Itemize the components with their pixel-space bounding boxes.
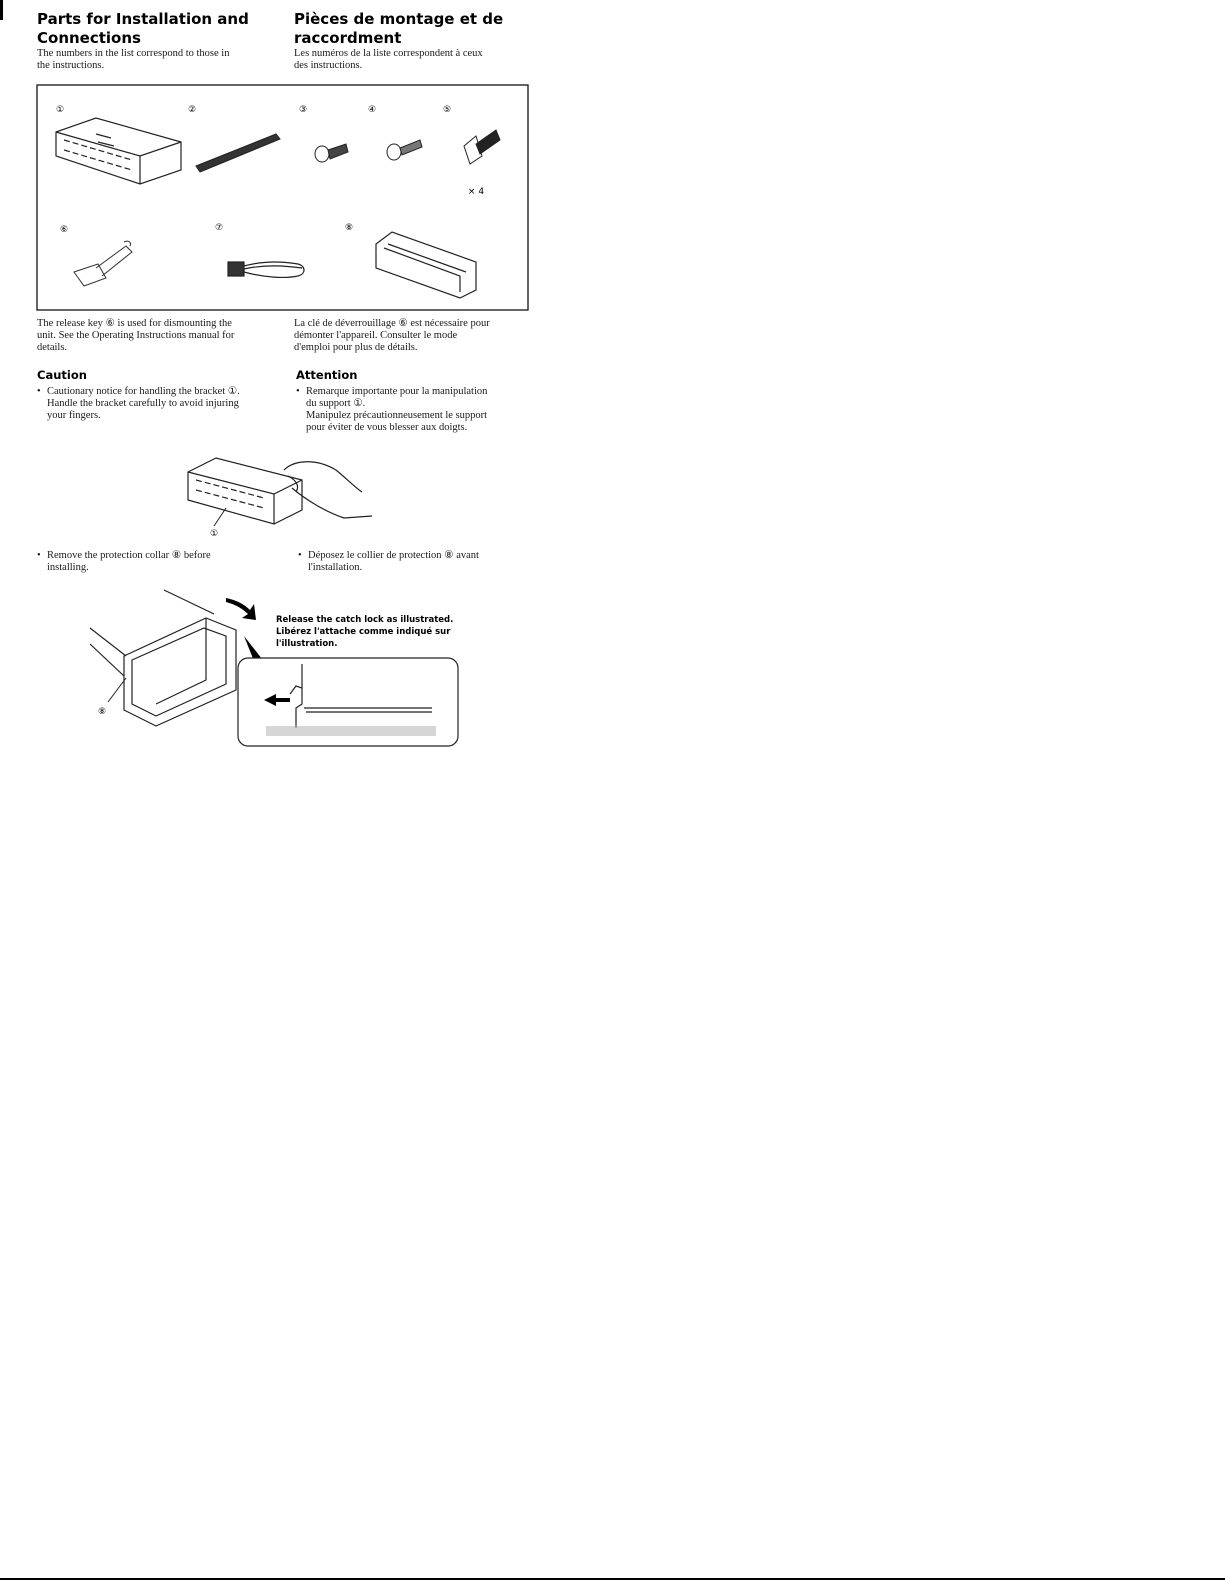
text-line: pour éviter de vous blesser aux doigts.	[306, 422, 468, 433]
catch-lock-callout	[276, 614, 453, 650]
text-line: l'illustration.	[276, 639, 338, 649]
bullet-dot: •	[37, 386, 41, 397]
text-line: Manipulez précautionneusement le support	[306, 410, 488, 421]
part-label-5: ⑤	[442, 105, 452, 115]
caution-heading: Caution	[37, 368, 87, 382]
text-line: installing.	[47, 562, 89, 573]
release-key-icon	[74, 241, 132, 286]
left-edge-mark	[0, 0, 3, 20]
title-line: Pièces de montage et de	[294, 10, 504, 28]
release-key-note-french	[294, 318, 534, 354]
title-line: raccordment	[294, 29, 402, 47]
remove-collar-english	[37, 550, 277, 574]
part-label-4: ④	[367, 105, 377, 115]
title-line: Parts for Installation and	[37, 10, 249, 28]
part-label-7: ⑦	[214, 223, 224, 233]
bullet-dot: •	[296, 386, 300, 397]
part-label-2: ②	[187, 105, 197, 115]
text-line: La clé de déverrouillage ⑥ est nécessaire pour	[294, 318, 490, 329]
screw-icon	[315, 144, 348, 162]
quantity-note: × 4	[467, 187, 485, 197]
bracket-icon	[56, 118, 181, 184]
attention-bullet	[296, 386, 536, 434]
parts-illustration-box	[36, 84, 530, 312]
protection-collar-icon	[376, 232, 476, 298]
title-line: Connections	[37, 29, 141, 47]
bullet-dot: •	[37, 550, 41, 561]
bullet-dot: •	[298, 550, 302, 561]
part-label-6: ⑥	[59, 225, 69, 235]
text-line: Déposez le collier de protection ⑧ avant	[308, 550, 479, 561]
remove-collar-french	[298, 550, 538, 574]
text-line: The release key ⑥ is used for dismounting the	[37, 318, 232, 329]
part-label-8: ⑧	[344, 223, 354, 233]
screw-icon	[464, 130, 500, 164]
wire-harness-icon	[228, 262, 304, 277]
collar-callout-label: ⑧	[97, 707, 107, 717]
hatched-surface	[266, 726, 436, 736]
text-line: Remarque importante pour la manipulation	[306, 386, 488, 397]
text-line: d'emploi pour plus de détails.	[294, 342, 418, 353]
text-line: The numbers in the list correspond to those in	[37, 48, 230, 59]
text-line: your fingers.	[47, 410, 101, 421]
arrow-icon	[226, 598, 256, 620]
text-line: Handle the bracket carefully to avoid injuring	[47, 398, 239, 409]
text-line: the instructions.	[37, 60, 105, 71]
intro-english	[37, 48, 229, 72]
text-line: Release the catch lock as illustrated.	[276, 615, 454, 625]
text-line: Les numéros de la liste correspondent à ceux	[294, 48, 483, 59]
bracket-callout-label: ①	[209, 529, 219, 539]
text-line: Cautionary notice for handling the bracket ①.	[47, 386, 240, 397]
text-line: des instructions.	[294, 60, 363, 71]
text-line: du support ①.	[306, 398, 366, 409]
page-title-french	[294, 10, 503, 48]
text-line: démonter l'appareil. Consulter le mode	[294, 330, 458, 341]
part-label-1: ①	[55, 105, 65, 115]
strap-icon	[196, 134, 280, 172]
text-line: Remove the protection collar ⑧ before	[47, 550, 211, 561]
text-line: unit. See the Operating Instructions manual for	[37, 330, 235, 341]
release-key-note-english	[37, 318, 277, 354]
bottom-edge-line	[0, 1578, 1225, 1580]
part-label-3: ③	[298, 105, 308, 115]
page-title-english	[37, 10, 249, 48]
bracket-handling-figure	[176, 446, 376, 546]
text-line: l'installation.	[308, 562, 363, 573]
screw-icon	[387, 140, 422, 160]
intro-french	[294, 48, 483, 72]
attention-heading: Attention	[296, 368, 358, 382]
caution-bullet	[37, 386, 277, 422]
collar-removal-figure	[86, 580, 466, 750]
text-line: details.	[37, 342, 68, 353]
text-line: Libérez l'attache comme indiqué sur	[276, 627, 451, 637]
